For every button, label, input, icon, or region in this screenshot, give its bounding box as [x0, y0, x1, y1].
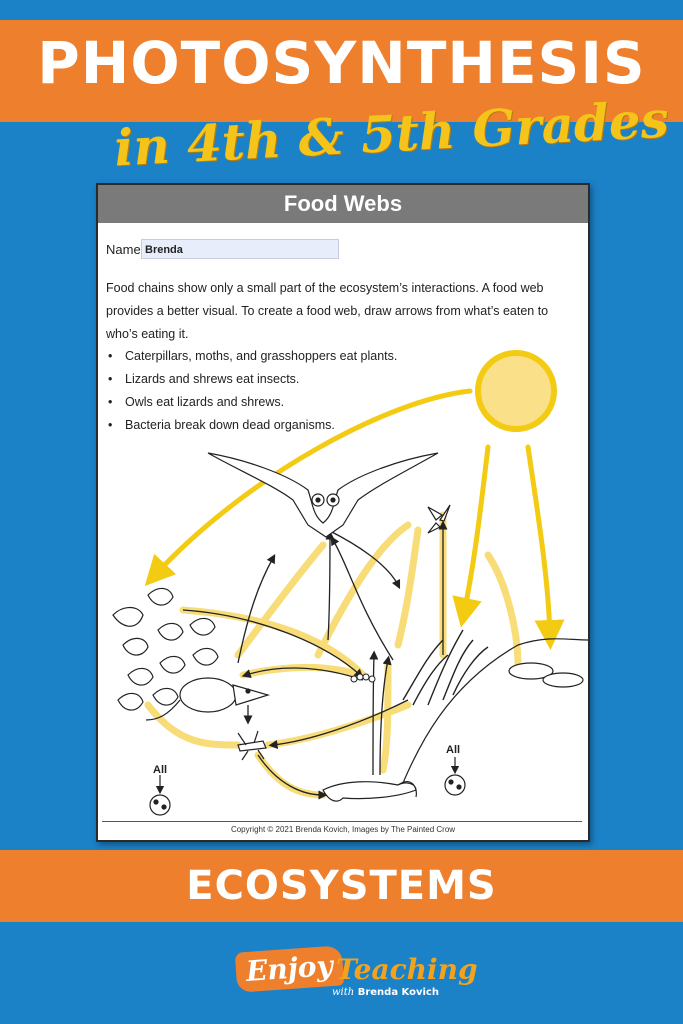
logo-enjoy: Enjoy — [235, 945, 344, 992]
bacteria-label: All — [153, 764, 168, 776]
copyright-text: Copyright © 2021 Brenda Kovich, Images by The Painted Crow — [230, 825, 456, 834]
footer-divider — [102, 821, 582, 822]
list-item: • Lizards and shrews eat insects. — [106, 368, 576, 391]
grasshopper-icon — [238, 731, 266, 760]
list-item: • Bacteria break down dead organisms. — [106, 414, 576, 437]
page-title: PHOTOSYNTHESIS — [37, 29, 646, 97]
pond-icon — [398, 639, 588, 795]
sun-icon — [478, 353, 554, 429]
energy-arrows — [155, 391, 550, 635]
worksheet — [96, 183, 590, 842]
name-label: Name — [106, 242, 141, 257]
logo-author — [332, 987, 439, 998]
food-web-diagram — [98, 185, 588, 840]
list-item: • Owls eat lizards and shrews. — [106, 391, 576, 414]
worksheet-header: Food Webs — [98, 185, 588, 223]
bacteria-label: All — [446, 744, 461, 756]
lizard-icon — [323, 782, 416, 801]
bacteria-icon — [150, 775, 170, 815]
logo[interactable] — [228, 945, 478, 1005]
logo-with: with — [332, 987, 355, 998]
page-subtitle: in 4th & 5th Grades — [112, 89, 671, 178]
logo-author-name: Brenda Kovich — [357, 987, 439, 998]
food-web-arrows — [183, 525, 443, 795]
list-item: • Caterpillars, moths, and grasshoppers eat plants. — [106, 345, 576, 368]
intro-paragraph: Food chains show only a small part of the ecosystem’s interactions. A food web provides a better visual. To create a food web, draw arrows from what’s eaten to who’s eating it. — [106, 281, 549, 341]
name-input[interactable]: Brenda — [141, 239, 339, 259]
moth-icon — [428, 505, 450, 533]
bacteria-icon — [445, 757, 465, 795]
logo-teaching: Teaching — [336, 953, 478, 986]
section-label: ECOSYSTEMS — [186, 863, 497, 909]
